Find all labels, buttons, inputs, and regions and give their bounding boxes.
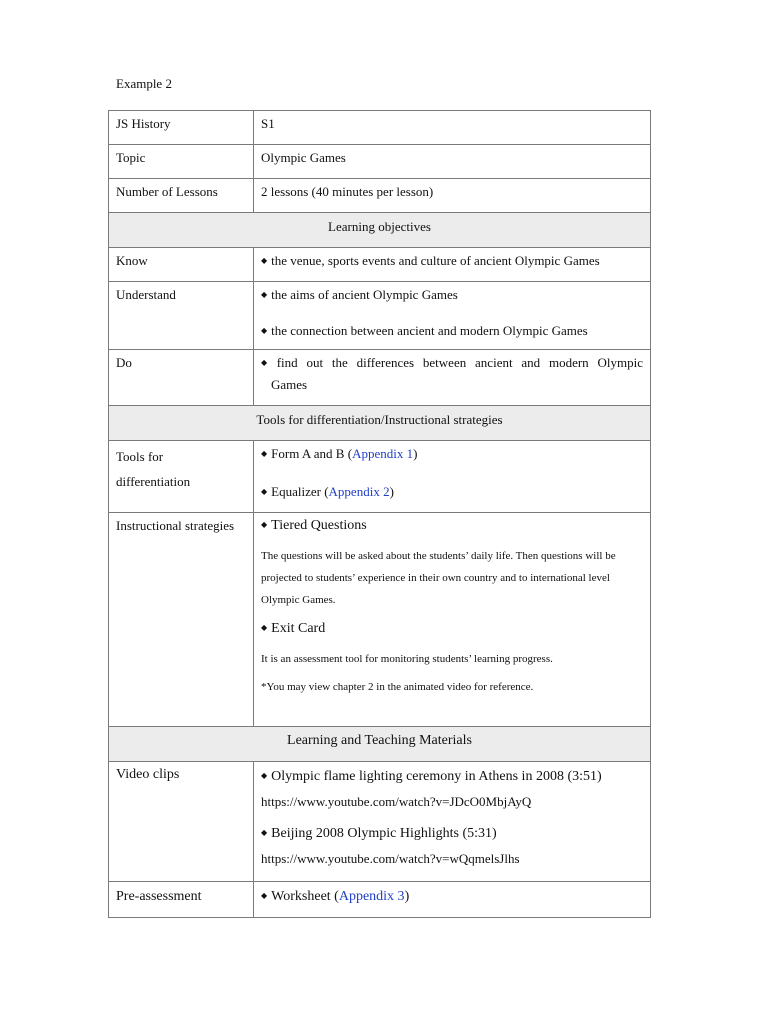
tools-label <box>109 441 254 513</box>
table-row <box>109 762 651 882</box>
document-caption: Example 2 <box>116 76 172 91</box>
tools-label-line2: differentiation <box>116 474 191 489</box>
lessons-label: Number of Lessons <box>109 179 254 213</box>
worksheet-item: ◆ Worksheet (Appendix 3) <box>261 887 643 908</box>
understand-item: ◆ the connection between ancient and modern Olympic Games <box>261 321 643 343</box>
tool-item-form: ◆ Form A and B (Appendix 1) <box>261 444 643 466</box>
table-row <box>109 111 651 145</box>
tool-item-equalizer: ◆ Equalizer (Appendix 2) <box>261 482 643 504</box>
appendix-2-link[interactable]: Appendix 2 <box>328 484 390 499</box>
video-item-title: ◆ Olympic flame lighting ceremony in Athens in 2008 (3:51) <box>261 765 643 790</box>
section-header-row <box>109 213 651 248</box>
video-clips-label: Video clips <box>109 762 254 882</box>
strategies-content <box>254 513 651 727</box>
topic-label: Topic <box>109 145 254 179</box>
tools-label-line1: Tools for <box>116 449 164 464</box>
table-row <box>109 282 651 350</box>
tools-content <box>254 441 651 513</box>
do-label: Do <box>109 350 254 406</box>
table-row <box>109 350 651 406</box>
section-learning-objectives: Learning objectives <box>109 213 651 248</box>
know-item: ◆ the venue, sports events and culture of ancient Olympic Games <box>261 251 643 273</box>
subject-label: JS History <box>109 111 254 145</box>
tiered-questions-title: ◆ Tiered Questions <box>261 516 643 537</box>
do-content <box>254 350 651 406</box>
topic-value: Olympic Games <box>254 145 651 179</box>
table-row <box>109 145 651 179</box>
table-row <box>109 513 651 727</box>
tiered-questions-desc: The questions will be asked about the students’ daily life. Then questions will be projected to students’ experience in their own country and to international level Olympic Games. <box>261 550 616 606</box>
section-header-row <box>109 727 651 762</box>
lessons-value: 2 lessons (40 minutes per lesson) <box>254 179 651 213</box>
video-item-url[interactable]: https://www.youtube.com/watch?v=JDcO0MbjAyQ <box>261 794 532 809</box>
section-tools-strategies: Tools for differentiation/Instructional strategies <box>109 406 651 441</box>
table-row <box>109 179 651 213</box>
table-row <box>109 882 651 918</box>
video-item-url[interactable]: https://www.youtube.com/watch?v=wQqmelsJlhs <box>261 851 520 866</box>
video-reference-note: *You may view chapter 2 in the animated video for reference. <box>261 681 534 693</box>
lesson-plan-table <box>108 110 651 918</box>
exit-card-title: ◆ Exit Card <box>261 619 643 640</box>
strategies-label: Instructional strategies <box>109 513 254 727</box>
appendix-1-link[interactable]: Appendix 1 <box>352 446 414 461</box>
exit-card-desc: It is an assessment tool for monitoring students’ learning progress. <box>261 653 553 665</box>
do-item-line2: Games <box>271 377 308 392</box>
section-teaching-materials: Learning and Teaching Materials <box>109 727 651 762</box>
table-row <box>109 248 651 282</box>
appendix-3-link[interactable]: Appendix 3 <box>338 889 405 904</box>
pre-assessment-label: Pre-assessment <box>109 882 254 918</box>
understand-label: Understand <box>109 282 254 350</box>
understand-item: ◆ the aims of ancient Olympic Games <box>261 285 643 307</box>
do-item-line1: ◆ find out the differences between ancient and modern Olympic <box>261 353 643 375</box>
know-label: Know <box>109 248 254 282</box>
section-header-row <box>109 406 651 441</box>
video-item-title: ◆ Beijing 2008 Olympic Highlights (5:31) <box>261 822 643 847</box>
understand-content <box>254 282 651 350</box>
pre-assessment-content <box>254 882 651 918</box>
subject-value: S1 <box>254 111 651 145</box>
table-row <box>109 441 651 513</box>
know-content <box>254 248 651 282</box>
video-clips-content <box>254 762 651 882</box>
